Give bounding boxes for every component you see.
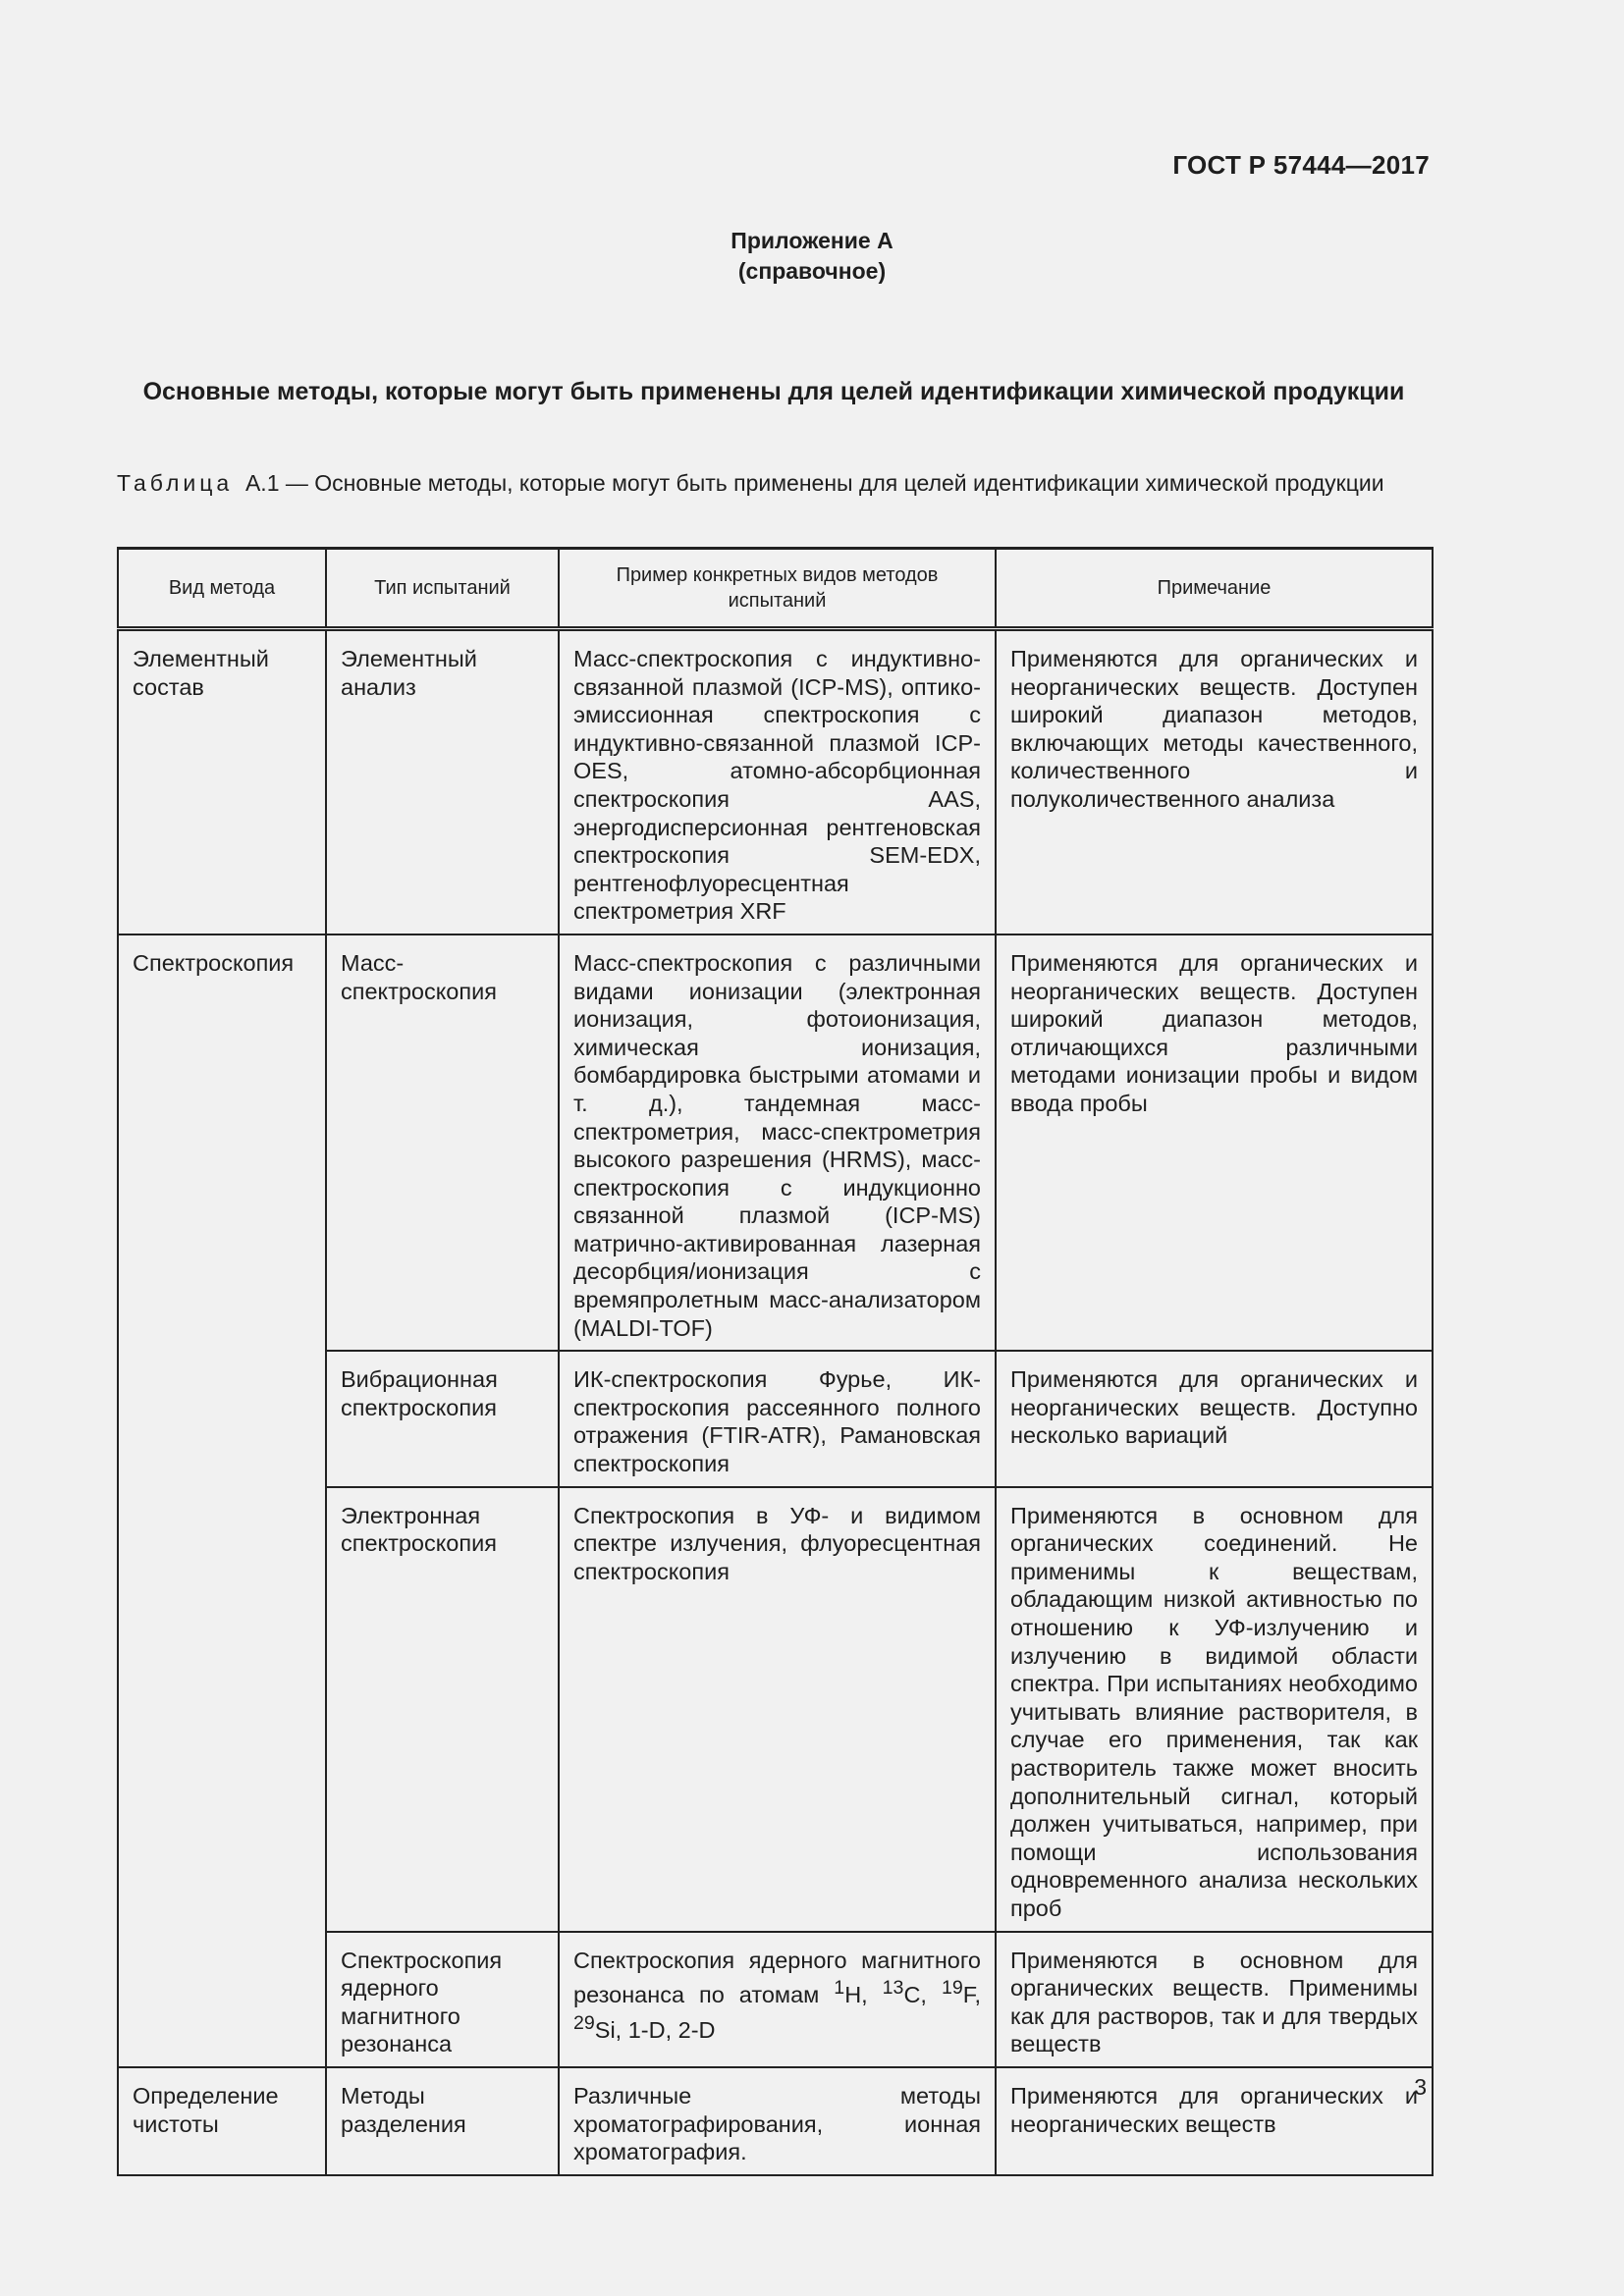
page-number: 3 [1414,2074,1427,2100]
table-row [118,629,1433,934]
test-type-cell: Спектроскопия ядерного магнитного резонанса [326,1932,559,2067]
table-header-row [118,549,1433,629]
method-cell: Спектроскопия [118,934,326,2067]
nmr-text-4: F, [962,1981,981,2007]
test-type-cell: Вибрационная спектроскопия [326,1351,559,1486]
example-cell: Масс-спектроскопия с индуктивно-связанной плазмой (ICP-MS), оптико-эмиссионная спектроскопия с индуктивно-связанной плазмой ICP-OES, атомно-абсорбционная спектроскопия AAS, энергодисперсионная рентгеновская спектроскопия SEM-EDX, рентгенофлуоресцентная спектрометрия XRF [559,629,996,934]
nmr-text-2: H, [844,1981,883,2007]
example-cell [559,1932,996,2067]
test-type-cell: Масс-спектроскопия [326,934,559,1351]
nmr-text-3: C, [903,1981,942,2007]
isotope-mass-c: 13 [882,1977,904,2000]
example-cell: ИК-спектроскопия Фурье, ИК-спектроскопия рассеянного полного отражения (FTIR-ATR), Рамановская спектроскопия [559,1351,996,1486]
table-caption-prefix: Таблица [117,470,234,496]
nmr-text-5: Si, 1-D, 2-D [594,2016,716,2043]
isotope-mass-f: 19 [941,1977,963,2000]
table-row [118,2067,1433,2175]
note-cell: Применяются для органических и неорганических веществ. Доступен широкий диапазон методов, отличающихся различными методами ионизации пробы и видом ввода пробы [996,934,1433,1351]
appendix-kind: (справочное) [737,258,887,284]
header-note: Примечание [996,549,1433,629]
note-cell: Применяются в основном для органических соединений. Не применимы к веществам, обладающим низкой активностью по отношению к УФ-излучению и излучению в видимой области спектра. При испытаниях необходимо учитывать влияние растворителя, в случае его применения, так как растворитель также может вносить дополнительный сигнал, который должен учитываться, например, при помощи использования одновременного анализа нескольких проб [996,1487,1433,1932]
table-caption [117,469,1431,498]
note-cell: Применяются для органических и неорганических веществ [996,2067,1433,2175]
example-cell: Масс-спектроскопия с различными видами ионизации (электронная ионизация, фотоионизация, химическая ионизация, бомбардировка быстрыми атомами и т. д.), тандемная масс-спектрометрия, масс-спектрометрия высокого разрешения (HRMS), масс-спектроскопия с индукционно связанной плазмой (ICP-MS) матрично-активированная лазерная десорбция/ионизация с времяпролетным масс-анализатором (MALDI-TOF) [559,934,996,1351]
header-method: Вид метода [118,549,326,629]
header-test-type: Тип испытаний [326,549,559,629]
example-cell: Различные методы хроматографирования, ионная хроматография. [559,2067,996,2175]
note-cell: Применяются в основном для органических веществ. Применимы как для растворов, так и для твердых веществ [996,1932,1433,2067]
method-cell: Элементный состав [118,629,326,934]
note-cell: Применяются для органических и неорганических веществ. Доступен широкий диапазон методов, включающих методы качественного, количественного и полуколичественного анализа [996,629,1433,934]
methods-table [117,547,1434,2176]
test-type-cell: Электронная спектроскопия [326,1487,559,1932]
table-row [118,934,1433,1351]
test-type-cell: Методы разделения [326,2067,559,2175]
header-example: Пример конкретных видов методов испытаний [559,549,996,629]
nmr-text-1: Спектроскопия ядерного магнитного резонанса по атомам [573,1947,981,2007]
example-cell: Спектроскопия в УФ- и видимом спектре излучения, флуоресцентная спектроскопия [559,1487,996,1932]
appendix-title: Приложение А [731,228,893,253]
isotope-mass-si: 29 [573,2011,595,2034]
note-cell: Применяются для органических и неорганических веществ. Доступно несколько вариаций [996,1351,1433,1486]
isotope-mass-h: 1 [834,1977,845,2000]
standard-code: ГОСТ Р 57444—2017 [1172,150,1430,180]
table-caption-text: А.1 — Основные методы, которые могут быть применены для целей идентификации химической продукции [244,470,1384,496]
test-type-cell: Элементный анализ [326,629,559,934]
appendix-heading [0,226,1624,287]
section-title: Основные методы, которые могут быть применены для целей идентификации химической продукции [142,378,1405,405]
method-cell: Определение чистоты [118,2067,326,2175]
